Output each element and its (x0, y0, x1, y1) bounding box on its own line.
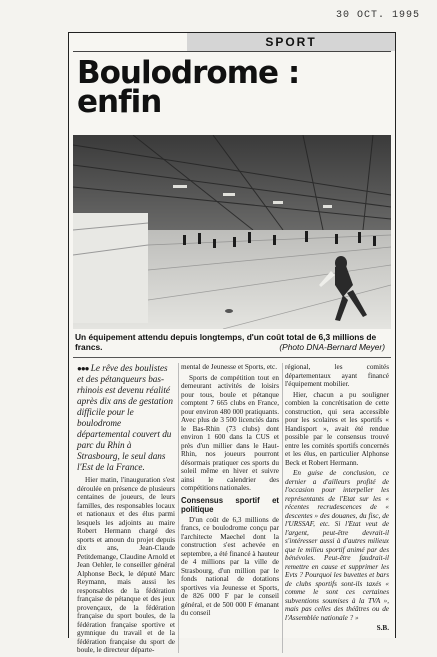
body-paragraph-quote: En guise de conclusion, ce dernier a d'ailleurs profité de l'occasion pour interpeller les représentants de l'Etat sur les « récentes recrudescences de « descentes » des douanes, du fisc, de l'URSSAF, etc. Si l'Etat veut de l'argent, peut-être devrait-il s'intéresser aussi à d'autres milieux que le milieu sportif animé par des bénévoles. Peut-être faudrait-il remettre en cause et supprimer les Evts ? Pourquoi les buvettes et bars de clubs sportifs sont-ils taxés « comme le sont ces certaines subventions soumises à la TVA », mais pas celles des théâtres ou de l'Assemblée nationale ? » (285, 469, 389, 622)
body-paragraph: régional, les comités départementaux ayant financé l'équipement mobilier. (285, 363, 389, 388)
photo-caption (75, 332, 389, 352)
column-3 (285, 363, 389, 633)
headline-line-1: Boulodrome : (77, 55, 300, 91)
headline-line-2: enfin (77, 84, 162, 120)
lede (77, 363, 175, 473)
headline (77, 55, 387, 120)
body-paragraph: Sports de compétition tout en demeurant activités de loisirs pour tous, boule et pétanque comptent 7 665 clubs en France, pour environ 480 000 pratiquants. Avec plus de 3 500 licenciés dans le Bas-Rhin (73 clubs) dont environ 1 600 dans la CUS et près d'un millier dans le Haut-Rhin, nos joueurs pourront désormais pratiquer ces sports du soleil même en hiver et suivre ainsi le calendrier des compétitions nationales. (181, 373, 279, 492)
newspaper-article (68, 32, 396, 654)
section-rule (73, 51, 391, 52)
column-divider (282, 363, 283, 653)
author-signature: S.B. (376, 624, 389, 632)
subheading: Consensus sportif et politique (181, 495, 279, 514)
date-stamp: 30 OCT. 1995 (336, 10, 421, 21)
photo-credit: (Photo DNA-Bernard Meyer) (279, 342, 385, 352)
boulodrome-photo (73, 135, 391, 329)
body-paragraph: D'un coût de 6,3 millions de francs, ce boulodrome conçu par l'architecte Maechel dont la construction s'est achevée en septembre, a été financé à hauteur de 4 millions par la ville de Strasbourg, d'un million par le fonds national de dotations sportives via Jeunesse et Sports, de 826 000 F par le conseil général, et de 500 000 F émanant du conseil (181, 515, 279, 617)
section-banner: SPORT (187, 33, 395, 51)
caption-separator (73, 357, 391, 358)
body-paragraph: mental de Jeunesse et Sports, etc. (181, 363, 278, 371)
body-paragraph: Hier matin, l'inauguration s'est déroulée en présence de plusieurs centaines de joueurs, de leurs familles, des responsables locaux et nationaux et des élus parmi lesquels les adjoints au maire Robert Hermann chargé des sports et amoun du projet depuis dix ans, Jean-Claude Petitdemange, Claudine Arnold et Jean Oehler, le conseiller général Alphonse Beck, le député Marc Reymann, mais aussi les responsables de la fédération française de pétanque et des jeux provençaux, de la fédération française du sport boules, de la fédération française sportive et gymnique du travail et de la fédération française du sport de boule, le directeur départe- (77, 476, 175, 654)
column-2 (181, 363, 279, 620)
column-1 (77, 363, 175, 657)
column-divider (178, 363, 179, 653)
lede-text: Le rêve des boulistes et des pétanqueurs bas-rhinois est devenu réalité après dix ans de gestation difficile pour le boulodrome départemental couvert du parc du Rhin à Strasbourg, le seul dans l'Est de la France. (77, 363, 173, 472)
caption-text: Un équipement attendu depuis longtemps, d'un coût total de 6,3 millions de francs. (75, 332, 377, 352)
bullet-marks: ●●● (77, 364, 89, 373)
hall-interior-image (73, 135, 391, 329)
body-paragraph: Hier, chacun a pu souligner combien la concrétisation de cette construction, qui sera accessible pour les scolaires et les sportifs « Handisport », avait été rendue possible par le consensus trouvé entre les comités sportifs concernés et les élus, en particulier Alphonse Beck et Robert Hermann. (285, 390, 389, 467)
